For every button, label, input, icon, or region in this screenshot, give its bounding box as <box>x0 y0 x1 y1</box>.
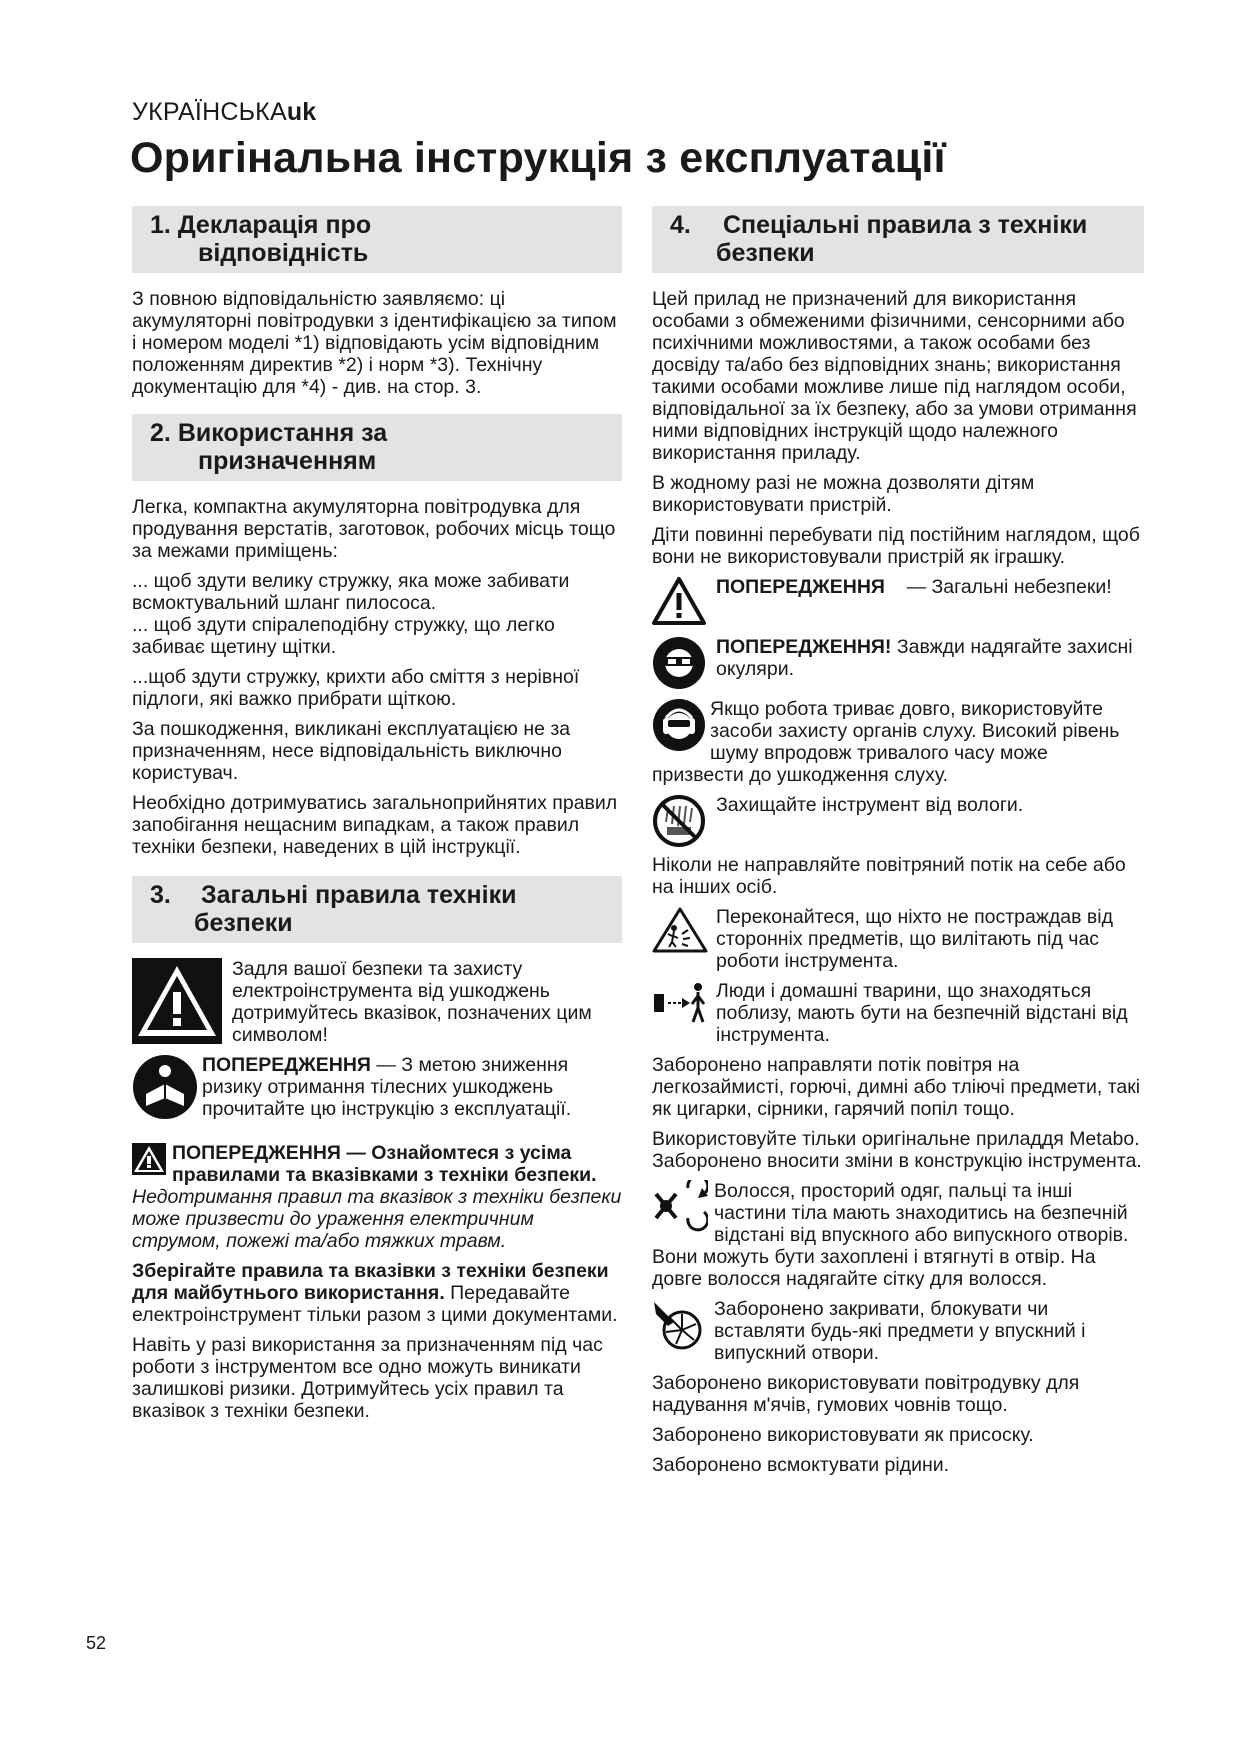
paragraph: Заборонено використовувати як присоску. <box>652 1424 1034 1446</box>
entanglement-row <box>652 1180 1144 1290</box>
text: Передавайте електроінструмент тільки разом з цими документами. <box>132 1282 618 1326</box>
general-danger-row <box>652 576 1144 626</box>
paragraph: Діти повинні перебувати під постійним наглядом, щоб вони не використовували пристрій як іграшку. <box>652 524 1140 568</box>
paragraph: Заборонено закривати, блокувати чи вставляти будь-які предмети у впускний і випускний отвори. <box>714 1298 1086 1364</box>
paragraph <box>652 636 1144 680</box>
page-number: 52 <box>86 1633 107 1653</box>
paragraph: Заборонено направляти потік повітря на легкозаймисті, горючі, димні або тліючі предмети, такі як цигарки, сірники, гарячий попіл тощо. <box>652 1054 1141 1120</box>
paragraph <box>652 576 1144 598</box>
section-3-heading <box>132 876 622 943</box>
paragraph: Легка, компактна акумуляторна повітродувка для продування верстатів, заготовок, робочих місць тощо за межами приміщень: <box>132 496 616 562</box>
section-title-line2: призначенням <box>198 447 377 475</box>
paragraph: Захищайте інструмент від вологи. <box>716 794 1024 816</box>
paragraph: Люди і домашні тварини, що знаходяться поблизу, мають бути на безпечній відстані від інструмента. <box>716 980 1128 1046</box>
warning-text: Завжди надягайте захисні окуляри. <box>716 636 1133 680</box>
read-manual-row <box>132 1054 622 1128</box>
moisture-protection-row <box>652 794 1144 848</box>
hearing-protection-row <box>652 698 1144 786</box>
paragraph: Задля вашої безпеки та захисту електроінструмента від ушкоджень дотримуйтесь вказівок, позначених цим символом! <box>232 958 592 1046</box>
warning-label: ПОПЕРЕДЖЕННЯ <box>716 576 885 598</box>
paragraph: Переконайтеся, що ніхто не постраждав від сторонніх предметів, що вилітають під час роботи інструмента. <box>716 906 1113 972</box>
paragraph: Волосся, просторий одяг, пальці та інші частини тіла мають знаходитись на безпечній відстані від впускного або випускного отворів. Вони можуть бути захоплені і втягнуті в отвір. На довге волосся надягайте сітку для волосся. <box>652 1180 1129 1290</box>
section-number: 2. <box>150 419 171 447</box>
section-number: 4. <box>670 211 691 239</box>
paragraph: За пошкодження, викликані експлуатацією не за призначенням, несе відповідальність виключно користувач. <box>132 718 571 784</box>
large-warning-icon <box>132 958 222 1044</box>
general-danger-icon <box>652 576 706 626</box>
read-manual-icon <box>132 1054 198 1120</box>
section-number: 1. <box>150 211 171 239</box>
hearing-protection-icon <box>652 698 706 752</box>
language-label <box>132 98 316 127</box>
language-name: УКРАЇНСЬКА <box>132 98 287 126</box>
flying-objects-row <box>652 906 1144 980</box>
paragraph: Заборонено всмоктувати рідини. <box>652 1454 950 1476</box>
warning-text: — З метою зниження ризику отримання тілесних ушкоджень прочитайте цю інструкцію з експлуатації. <box>202 1054 572 1120</box>
paragraph: Використовуйте тільки оригінальне приладдя Metabo. Заборонено вносити зміни в конструкцію інструмента. <box>652 1128 1142 1172</box>
warning-label: ПОПЕРЕДЖЕННЯ! <box>716 636 892 658</box>
declaration-text: З повною відповідальністю заявляємо: ці акумуляторні повітродувки з ідентифікацією за типом і номером моделі *1) відповідають усім відповідним положенням директив *2) і норм *3). Технічну документацію для *4) - див. на стор. 3. <box>132 288 617 398</box>
warning-text: — Загальні небезпеки! <box>884 576 1112 598</box>
language-code: uk <box>286 98 317 126</box>
section-title-line1: Використання за <box>177 419 388 447</box>
paragraph <box>132 1142 622 1252</box>
no-blocking-icon <box>652 1298 706 1352</box>
warning-text: Недотримання правил та вказівок з техніки безпеки може призвести до ураження електричним струмом, пожежі та/або тяжких травм. <box>132 1186 622 1252</box>
safe-distance-row <box>652 980 1144 1054</box>
eye-protection-row <box>652 636 1144 690</box>
paragraph: В жодному разі не можна дозволяти дітям використовувати пристрій. <box>652 472 1035 516</box>
section-title-line1: Декларація про <box>177 211 372 239</box>
flying-objects-icon <box>652 906 708 954</box>
paragraph: ...щоб здути стружку, крихти або сміття з нерівної підлоги, які важко прибрати щіткою. <box>132 666 580 710</box>
warning-symbol-row <box>132 958 622 1054</box>
section-title-line2: безпеки <box>716 239 815 267</box>
paragraph: Заборонено використовувати повітродувку для надування м'ячів, гумових човнів тощо. <box>652 1372 1080 1416</box>
bold-text: Зберігайте правила та вказівки з техніки безпеки для майбутнього використання. <box>132 1260 609 1304</box>
page-title: Оригінальна інструкція з експлуатації <box>130 134 946 182</box>
paragraph: Якщо робота триває довго, використовуйте засоби захисту органів слуху. Високий рівень шуму впродовж тривалого часу може призвести до ушкодження слуху. <box>652 698 1120 786</box>
blocked-openings-row <box>652 1298 1144 1372</box>
warning-label: ПОПЕРЕДЖЕННЯ <box>202 1054 371 1076</box>
paragraph: Цей прилад не призначений для використання особами з обмеженими фізичними, сенсорними або психічними можливостями, а також особами без досвіду та/або без відповідних знань; використання такими особами можливе лише під наглядом особи, відповідальної за їх безпеку, або за умови отримання ними відповідних інструкцій щодо належного використання приладу. <box>652 288 1137 464</box>
small-warning-icon <box>132 1143 166 1175</box>
eye-protection-icon <box>652 636 706 690</box>
section-title-line2: відповідність <box>198 239 369 267</box>
right-column <box>652 206 1144 1484</box>
section-title-line1: Загальні правила техніки <box>200 881 517 909</box>
section-2-heading <box>132 414 622 481</box>
section-title-line1: Спеціальні правила з техніки <box>722 211 1088 239</box>
no-moisture-icon <box>652 794 706 848</box>
section-4-heading <box>652 206 1144 273</box>
left-column <box>132 206 622 1430</box>
section-title-line2: безпеки <box>194 909 293 937</box>
paragraph <box>132 1054 622 1120</box>
section-1-heading <box>132 206 622 273</box>
paragraph: ... щоб здути спіралеподібну стружку, що легко забиває щетину щітки. <box>132 614 555 658</box>
entanglement-icon <box>652 1180 708 1232</box>
section-number: 3. <box>150 881 171 909</box>
paragraph: Необхідно дотримуватись загальноприйнятих правил запобігання нещасним випадкам, а також правил техніки безпеки, наведених в цій інструкції. <box>132 792 618 858</box>
paragraph: Ніколи не направляйте повітряний потік на себе або на інших осіб. <box>652 854 1126 898</box>
paragraph <box>132 1260 622 1326</box>
paragraph: ... щоб здути велику стружку, яка може забивати всмоктувальний шланг пилососа. <box>132 570 570 614</box>
warning-label: ПОПЕРЕДЖЕННЯ — Ознайомтеся з усіма правилами та вказівками з техніки безпеки. <box>172 1142 597 1186</box>
safe-distance-icon <box>652 980 708 1026</box>
paragraph: Навіть у разі використання за призначенням під час роботи з інструментом все одно можуть виникати залишкові ризики. Дотримуйтесь усіх правил та вказівок з техніки безпеки. <box>132 1334 603 1422</box>
